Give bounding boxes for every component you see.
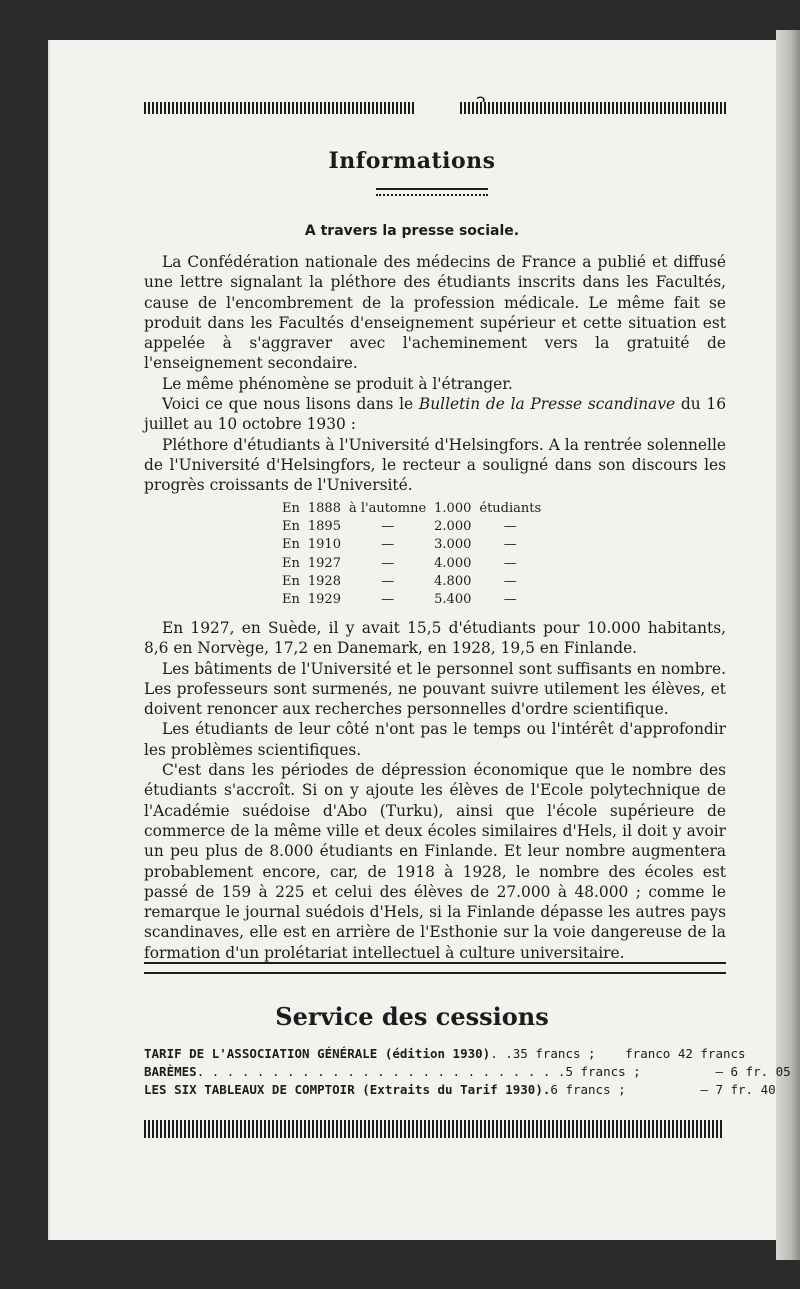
price-value: 35 francs ; bbox=[512, 1046, 596, 1061]
top-ornament-left bbox=[144, 102, 414, 114]
cell-en: En bbox=[282, 555, 300, 571]
price-value: 6 francs ; bbox=[550, 1082, 626, 1097]
top-ornament-right bbox=[460, 102, 728, 114]
price-label: TARIF DE L'ASSOCIATION GÉNÉRALE (édition 1930) bbox=[144, 1046, 491, 1061]
paragraph bbox=[144, 394, 726, 435]
cell-unit: — bbox=[503, 519, 517, 535]
franco-value: — 7 fr. 40 bbox=[700, 1082, 776, 1097]
enrollment-row bbox=[278, 536, 545, 554]
cell-en: En bbox=[282, 519, 300, 535]
cell-unit: étudiants bbox=[479, 501, 542, 516]
paragraph: Pléthore d'étudiants à l'Université d'Helsingfors. A la rentrée solennelle de l'Université d'Helsingfors, le recteur a souligné dans son discours les progrès croissants de l'Université. bbox=[144, 435, 726, 495]
cell-unit: — bbox=[503, 573, 517, 589]
cell-year: 1888 bbox=[307, 501, 341, 516]
enrollment-row bbox=[278, 518, 545, 536]
service-title: Service des cessions bbox=[275, 1002, 549, 1031]
paragraph: En 1927, en Suède, il y avait 15,5 d'étudiants pour 10.000 habitants, 8,6 en Norvège, 17,2 en Danemark, en 1928, 19,5 en Finlande. bbox=[144, 619, 726, 658]
cell-year: 1927 bbox=[307, 555, 341, 571]
cell-year: 1910 bbox=[307, 537, 341, 553]
cell-en: En bbox=[282, 537, 300, 553]
cell-season: — bbox=[381, 592, 395, 608]
franco-value: franco 42 francs bbox=[625, 1046, 746, 1061]
cell-count: 4.000 bbox=[434, 555, 472, 571]
cell-count: 1.000 bbox=[434, 501, 472, 516]
cell-unit: — bbox=[503, 592, 517, 608]
paragraph: Le même phénomène se produit à l'étranger. bbox=[162, 374, 513, 393]
article-body-continued bbox=[144, 618, 726, 963]
cell-season: à l'automne bbox=[348, 501, 427, 516]
price-row bbox=[144, 1045, 746, 1063]
article-subtitle: A travers la presse sociale. bbox=[304, 223, 520, 239]
cell-count: 4.800 bbox=[434, 573, 472, 589]
section-divider bbox=[144, 962, 726, 974]
cell-unit: — bbox=[503, 555, 517, 571]
leader-dots: . . . . . . . . . . . . . . . . . . . . . . . . . bbox=[196, 1064, 566, 1079]
bottom-ornament bbox=[144, 1120, 724, 1138]
paragraph: Les étudiants de leur côté n'ont pas le temps ou l'intérêt d'approfondir les problèmes scientifiques. bbox=[144, 720, 726, 759]
leader-dots: . . bbox=[490, 1046, 513, 1061]
paragraph-part: Voici ce que nous lisons dans le bbox=[162, 395, 419, 414]
title-underline bbox=[376, 188, 488, 195]
price-row bbox=[144, 1081, 776, 1099]
price-list bbox=[144, 1045, 791, 1099]
cell-season: — bbox=[381, 537, 395, 553]
enrollment-row bbox=[278, 500, 545, 518]
franco-value: — 6 fr. 05 bbox=[715, 1064, 791, 1079]
article-body bbox=[144, 252, 726, 496]
publication-title: Bulletin de la Presse scandinave bbox=[418, 395, 676, 414]
cell-season: — bbox=[381, 573, 395, 589]
cell-unit: — bbox=[503, 537, 517, 553]
price-row bbox=[144, 1063, 791, 1081]
enrollment-table bbox=[278, 500, 545, 609]
cell-count: 5.400 bbox=[434, 592, 472, 608]
cell-season: — bbox=[381, 519, 395, 535]
cell-season: — bbox=[381, 555, 395, 571]
cell-year: 1928 bbox=[307, 573, 341, 589]
enrollment-row bbox=[278, 591, 545, 609]
paragraph: Les bâtiments de l'Université et le personnel sont suffisants en nombre. Les professeurs sont surmenés, ne pouvant suivre utilement les élèves, et doivent renoncer aux recherches personnelles d'ordre scientifique. bbox=[144, 659, 726, 719]
page bbox=[48, 40, 791, 1240]
cell-year: 1895 bbox=[307, 519, 341, 535]
cell-count: 3.000 bbox=[434, 537, 472, 553]
cell-count: 2.000 bbox=[434, 519, 472, 535]
enrollment-row bbox=[278, 555, 545, 573]
cell-en: En bbox=[282, 592, 300, 608]
page-title: Informations bbox=[328, 148, 496, 174]
price-value: 5 francs ; bbox=[565, 1064, 641, 1079]
price-label: BARÈMES bbox=[144, 1064, 197, 1079]
enrollment-row bbox=[278, 573, 545, 591]
cell-year: 1929 bbox=[307, 592, 341, 608]
paragraph: La Confédération nationale des médecins de France a publié et diffusé une lettre signalant la pléthore des étudiants inscrits dans les Facultés, cause de l'encombrement de la profession médicale. Le même fait se produit dans les Facultés d'enseignement supérieur et cette situation est appelée à s'aggraver avec l'acheminement vers la gratuité de l'enseignement secondaire. bbox=[144, 253, 726, 373]
paragraph-part: du 16 juillet au 10 octobre 1930 : bbox=[144, 395, 726, 434]
price-label: LES SIX TABLEAUX DE COMPTOIR (Extraits du Tarif 1930). bbox=[144, 1082, 551, 1097]
paragraph: C'est dans les périodes de dépression économique que le nombre des étudiants s'accroît. Si on y ajoute les élèves de l'Ecole polytechnique de l'Académie suédoise d'Abo (Turku), ainsi que l'école supérieure de commerce de la même ville et deux écoles similaires d'Hels, il doit y avoir un peu plus de 8.000 étudiants en Finlande. Et leur nombre augmentera probablement encore, car, de 1918 à 1928, le nombre des écoles est passé de 159 à 225 et celui des élèves de 27.000 à 48.000 ; comme le remarque le journal suédois d'Hels, si la Finlande dépasse les autres pays scandinaves, elle est en arrière de l'Esthonie sur la voie dangereuse de la formation d'un prolétariat intellectuel à culture universitaire. bbox=[144, 761, 726, 962]
cell-en: En bbox=[282, 501, 300, 516]
cell-en: En bbox=[282, 573, 300, 589]
